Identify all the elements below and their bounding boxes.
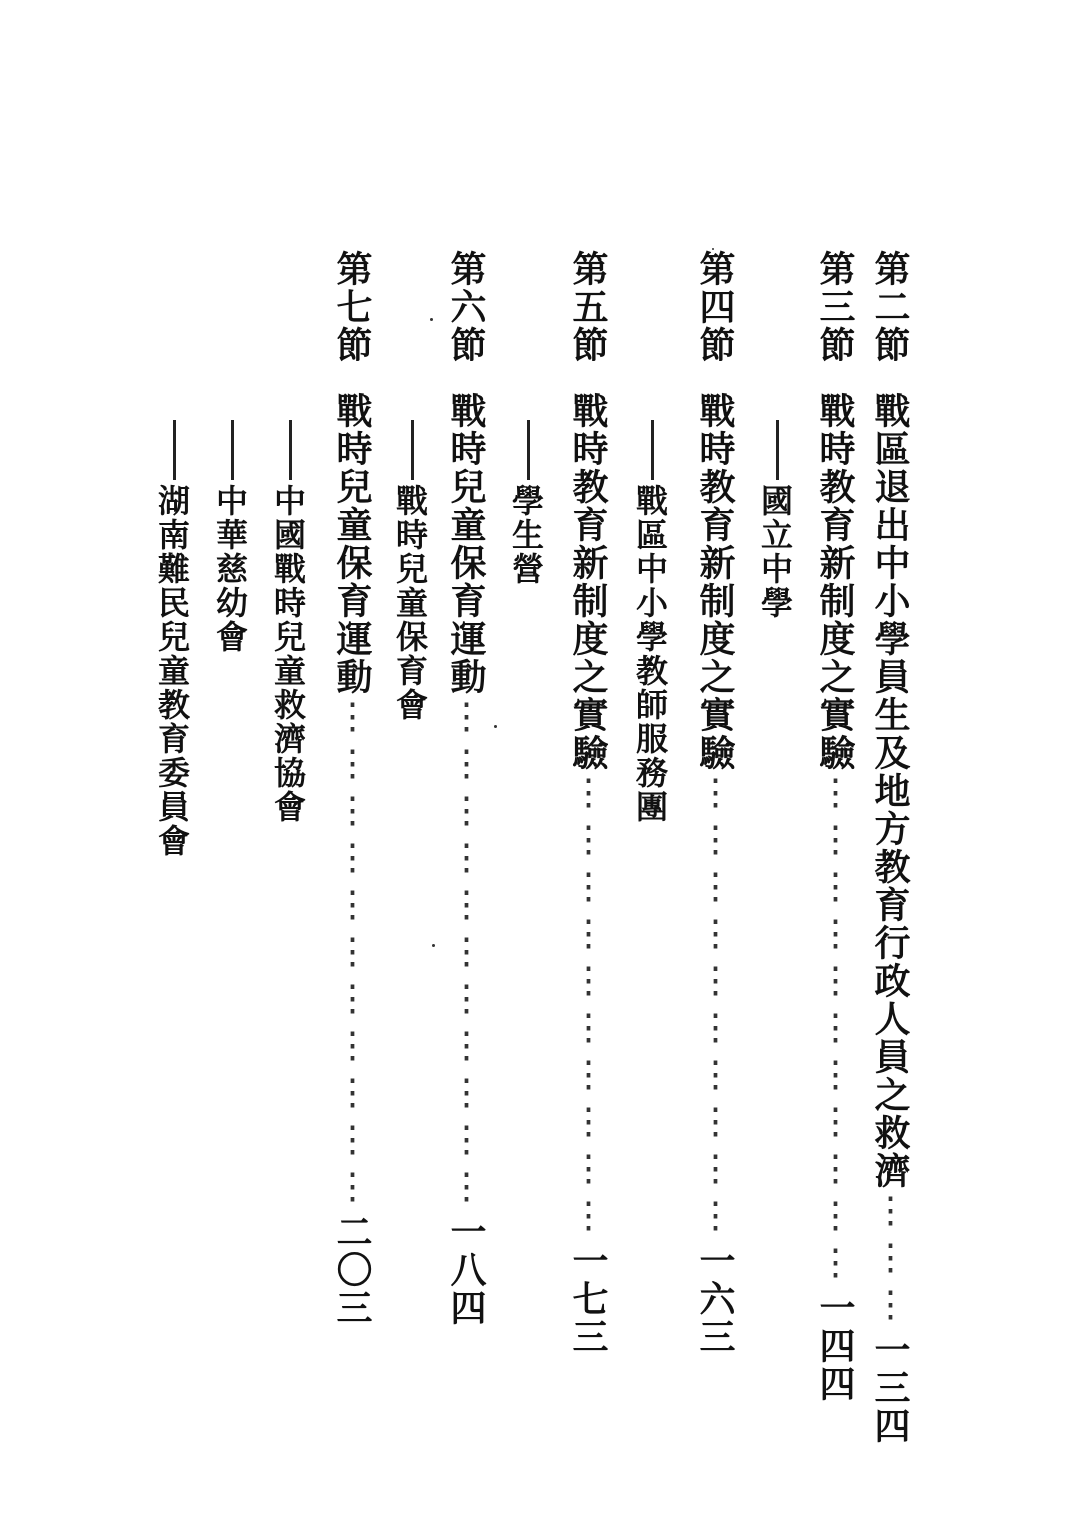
leader-dots: ⋮⋮⋮ bbox=[870, 1190, 911, 1331]
toc-subentry-student-camp bbox=[508, 420, 544, 586]
entry-title: 戰時教育新制度之實驗 bbox=[814, 392, 856, 772]
scan-speck bbox=[432, 944, 435, 947]
dash-mark bbox=[772, 420, 779, 480]
section-label: 第五節 bbox=[567, 250, 609, 364]
leader-dots: ⋮⋮⋮⋮⋮⋮⋮⋮⋮⋮⋮ bbox=[815, 772, 856, 1289]
subentry-title: 湖南難民兒童教育委員會 bbox=[153, 484, 191, 858]
dash-mark bbox=[407, 420, 414, 480]
leader-dots: ⋮⋮⋮⋮⋮⋮⋮⋮⋮⋮ bbox=[695, 772, 736, 1242]
dash-mark bbox=[227, 420, 234, 480]
subentry-title: 國立中學 bbox=[756, 484, 794, 620]
scan-speck bbox=[430, 318, 433, 321]
entry-title: 戰時兒童保育運動 bbox=[331, 392, 373, 696]
dash-mark bbox=[523, 420, 530, 480]
toc-subentry-child-welfare-assoc bbox=[392, 420, 428, 722]
toc-entry-section-4 bbox=[695, 250, 735, 1356]
page-number: 一七三 bbox=[567, 1242, 609, 1356]
page-number: 一六三 bbox=[694, 1242, 736, 1356]
leader-dots: ⋮⋮⋮⋮⋮⋮⋮⋮⋮⋮⋮ bbox=[332, 696, 373, 1213]
section-label: 第七節 bbox=[331, 250, 373, 364]
leader-dots: ⋮⋮⋮⋮⋮⋮⋮⋮⋮⋮⋮ bbox=[446, 696, 487, 1213]
toc-subentry-guoli-zhongxue bbox=[757, 420, 793, 620]
entry-title: 戰時教育新制度之實驗 bbox=[567, 392, 609, 772]
page-number: 一三四 bbox=[869, 1331, 911, 1445]
toc-entry-section-3 bbox=[815, 250, 855, 1403]
toc-subentry-chinese-charity bbox=[212, 420, 248, 654]
subentry-title: 中國戰時兒童救濟協會 bbox=[269, 484, 307, 824]
section-label: 第四節 bbox=[694, 250, 736, 364]
entry-title: 戰時兒童保育運動 bbox=[445, 392, 487, 696]
scan-speck bbox=[494, 725, 497, 728]
toc-subentry-china-child-relief bbox=[270, 420, 306, 824]
section-label: 第二節 bbox=[869, 250, 911, 364]
page-number: 一八四 bbox=[445, 1213, 487, 1327]
subentry-title: 中華慈幼會 bbox=[211, 484, 249, 654]
dash-mark bbox=[169, 420, 176, 480]
toc-entry-section-7 bbox=[332, 250, 372, 1327]
subentry-title: 戰區中小學教師服務團 bbox=[631, 484, 669, 824]
toc-entry-section-6 bbox=[446, 250, 486, 1327]
entry-title: 戰區退出中小學員生及地方教育行政人員之救濟 bbox=[869, 392, 911, 1190]
scan-speck bbox=[712, 248, 714, 250]
page-number: 一四四 bbox=[814, 1289, 856, 1403]
toc-subentry-hunan-refugee-children bbox=[154, 420, 190, 858]
toc-subentry-teachers-service-corps bbox=[632, 420, 668, 824]
entry-title: 戰時教育新制度之實驗 bbox=[694, 392, 736, 772]
subentry-title: 學生營 bbox=[507, 484, 545, 586]
toc-entry-section-2 bbox=[870, 250, 910, 1445]
section-label: 第三節 bbox=[814, 250, 856, 364]
subentry-title: 戰時兒童保育會 bbox=[391, 484, 429, 722]
page-number: 二〇三 bbox=[331, 1213, 373, 1327]
toc-entry-section-5 bbox=[568, 250, 608, 1356]
leader-dots: ⋮⋮⋮⋮⋮⋮⋮⋮⋮⋮ bbox=[568, 772, 609, 1242]
dash-mark bbox=[647, 420, 654, 480]
dash-mark bbox=[285, 420, 292, 480]
section-label: 第六節 bbox=[445, 250, 487, 364]
